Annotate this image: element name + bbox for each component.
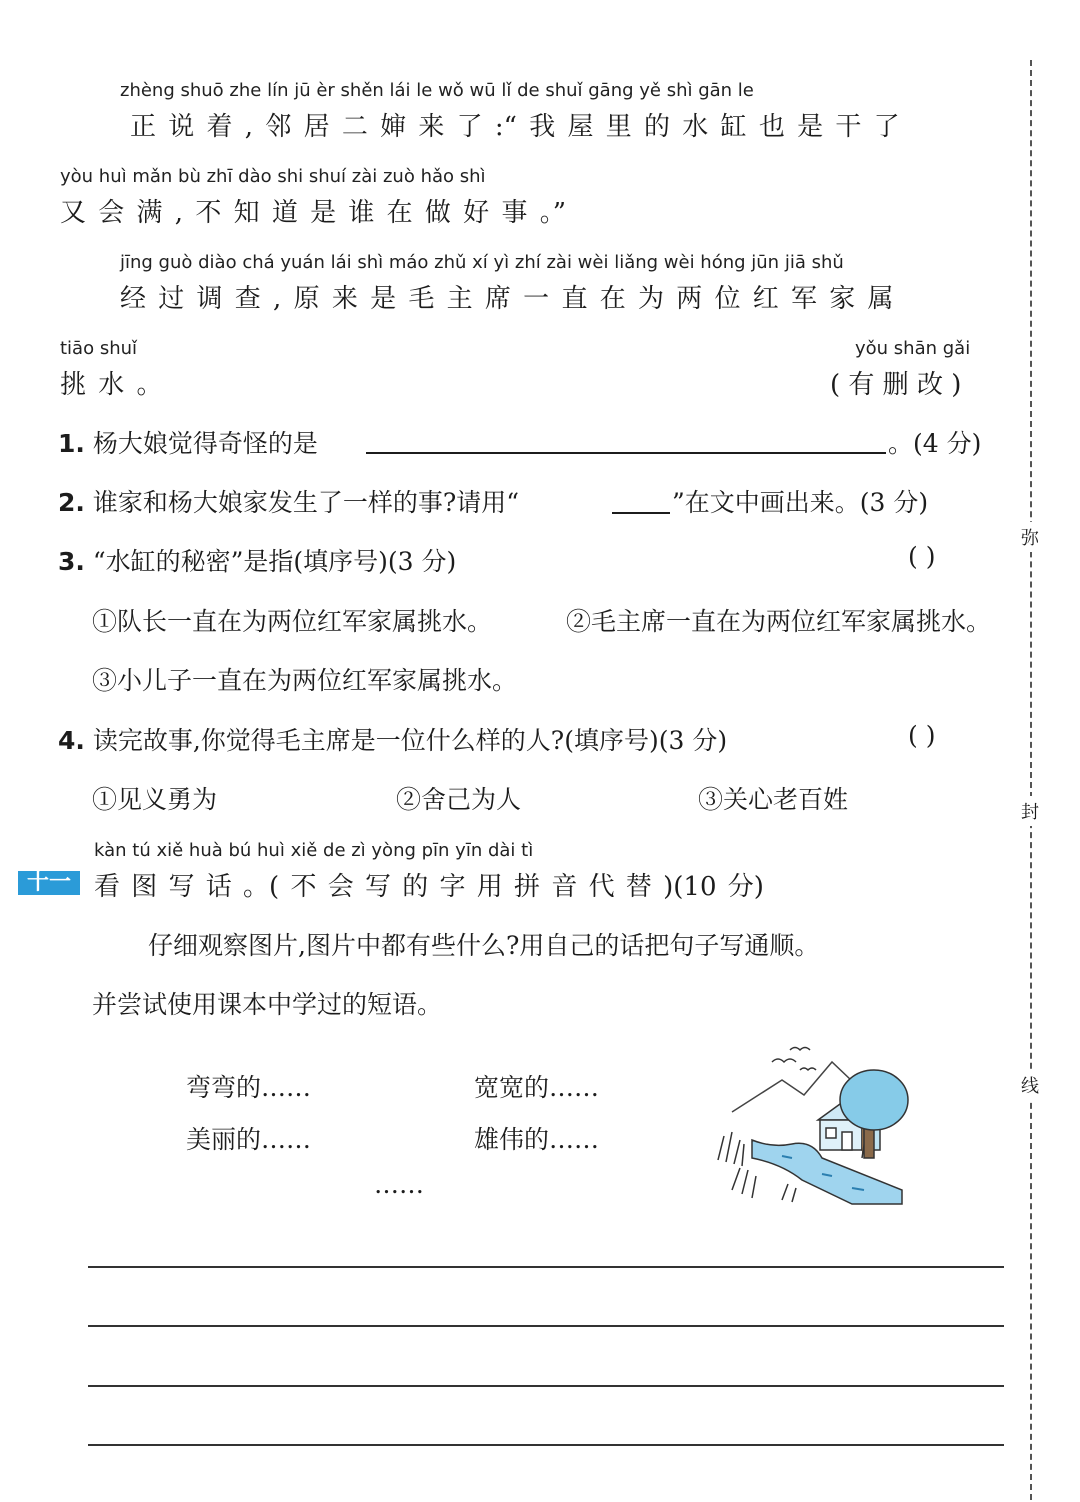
phrase-wanwan: 弯弯的…… — [186, 1073, 312, 1102]
passage-line1-text: 正 说 着 , 邻 居 二 婶 来 了 :“ 我 屋 里 的 水 缸 也 是 干 了 — [130, 112, 900, 142]
section-number-badge: 十一 — [18, 871, 80, 895]
answer-blank-1[interactable] — [366, 452, 886, 454]
question-3-number: 3. — [58, 547, 85, 576]
question-2-text-b: ”在文中画出来。(3 分) — [672, 488, 929, 517]
source-note-pinyin: yǒu shān gǎi — [855, 338, 971, 359]
phrase-ellipsis: …… — [374, 1170, 424, 1199]
question-3-option-2: ②毛主席一直在为两位红军家属挑水。 — [566, 607, 992, 636]
question-3-text: “水缸的秘密”是指(填序号)(3 分) — [92, 547, 457, 576]
question-3 — [58, 542, 456, 578]
passage-line3-text: 经 过 调 查 , 原 来 是 毛 主 席 一 直 在 为 两 位 红 军 家 属 — [120, 284, 894, 314]
passage-line3-pinyin: jīng guò diào chá yuán lái shì máo zhǔ xí yì zhí zài wèi liǎng wèi hóng jūn jiā shǔ — [120, 252, 844, 273]
section-title-pinyin: kàn tú xiě huà bú huì xiě de zì yòng pīn yīn dài tì — [94, 840, 534, 861]
question-3-option-3: ③小儿子一直在为两位红军家属挑水。 — [92, 666, 518, 695]
passage-line4-text: 挑 水 。 — [60, 370, 163, 400]
question-4-option-3: ③关心老百姓 — [698, 785, 849, 814]
landscape-illustration — [712, 1040, 912, 1210]
question-1-number: 1. — [58, 429, 85, 458]
birds-icon — [772, 1048, 816, 1071]
answer-bracket-4[interactable]: ( ) — [908, 721, 936, 750]
writing-line-4[interactable] — [88, 1444, 1004, 1446]
section-title: 看 图 写 话 。( 不 会 写 的 字 用 拼 音 代 替 )(10 分) — [94, 872, 764, 902]
question-1 — [58, 424, 318, 460]
question-2-number: 2. — [58, 488, 85, 517]
passage-line1-pinyin: zhèng shuō zhe lín jū èr shěn lái le wǒ wū lǐ de shuǐ gāng yě shì gān le — [120, 80, 754, 101]
question-1-score: 。(4 分) — [888, 429, 982, 458]
phrase-kuankuan: 宽宽的…… — [474, 1073, 600, 1102]
writing-line-2[interactable] — [88, 1325, 1004, 1327]
question-4-text: 读完故事,你觉得毛主席是一位什么样的人?(填序号)(3 分) — [92, 726, 728, 755]
passage-line2-pinyin: yòu huì mǎn bù zhī dào shi shuí zài zuò hǎo shì — [60, 166, 486, 187]
answer-bracket-3[interactable]: ( ) — [908, 542, 936, 571]
phrase-meili: 美丽的…… — [186, 1125, 312, 1154]
binding-char-mi: 弥 — [1021, 522, 1039, 552]
binding-dashed-line — [1030, 60, 1032, 1500]
question-4 — [58, 721, 727, 757]
question-2 — [58, 483, 519, 519]
question-4-number: 4. — [58, 726, 85, 755]
binding-char-xian: 线 — [1021, 1070, 1039, 1100]
question-1-text: 杨大娘觉得奇怪的是 — [92, 429, 318, 458]
underline-sample — [612, 512, 670, 514]
writing-line-1[interactable] — [88, 1266, 1004, 1268]
passage-line4-pinyin: tiāo shuǐ — [60, 338, 138, 359]
phrase-xiongwei: 雄伟的…… — [474, 1125, 600, 1154]
passage-line2-text: 又 会 满 , 不 知 道 是 谁 在 做 好 事 。” — [60, 198, 566, 228]
binding-char-feng: 封 — [1021, 796, 1039, 826]
section-instruction-line2: 并尝试使用课本中学过的短语。 — [92, 990, 443, 1019]
section-instruction-line1: 仔细观察图片,图片中都有些什么?用自己的话把句子写通顺。 — [148, 931, 820, 960]
question-4-option-2: ②舍己为人 — [396, 785, 522, 814]
question-3-option-1: ①队长一直在为两位红军家属挑水。 — [92, 607, 493, 636]
question-2-text-a: 谁家和杨大娘家发生了一样的事?请用“ — [92, 488, 520, 517]
writing-line-3[interactable] — [88, 1385, 1004, 1387]
question-4-option-1: ①见义勇为 — [92, 785, 218, 814]
source-note: ( 有 删 改 ) — [830, 370, 962, 400]
